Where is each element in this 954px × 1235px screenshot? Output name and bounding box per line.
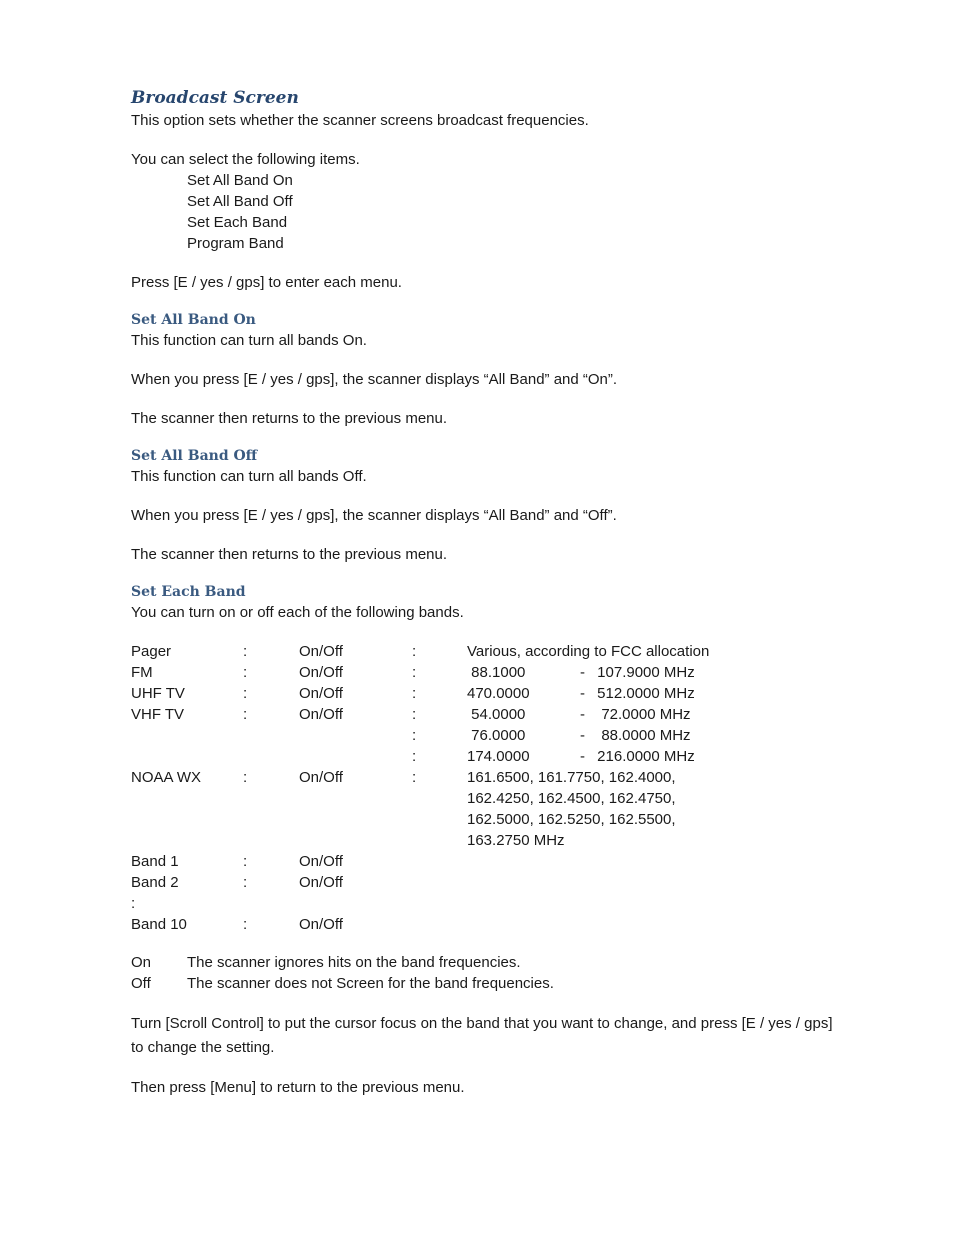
menu-return-text: Then press [Menu] to return to the previous menu. — [131, 1079, 465, 1096]
section-heading-set-each-band: Set Each Band — [131, 584, 246, 600]
separator: : — [243, 706, 248, 723]
separator: : — [412, 769, 417, 786]
section-returns-text: The scanner then returns to the previous menu. — [131, 546, 448, 563]
band-frequency-from: 76.0000 — [467, 727, 526, 744]
band-frequency-list: 162.5000, 162.5250, 162.5500, — [467, 811, 676, 828]
band-name: Pager — [131, 643, 172, 660]
band-row-ellipsis — [131, 893, 891, 914]
definition-value: The scanner ignores hits on the band frequencies. — [187, 954, 521, 971]
definition-key: Off — [131, 975, 151, 992]
scroll-instruction-line: Turn [Scroll Control] to put the cursor focus on the band that you want to change, and press [E / yes / gps] — [131, 1015, 833, 1032]
band-frequency-list: 163.2750 MHz — [467, 832, 565, 849]
list-item: Set Each Band — [187, 214, 288, 231]
band-state: On/Off — [299, 685, 343, 702]
band-table — [131, 641, 891, 935]
band-frequency-to: 512.0000 MHz — [593, 685, 695, 702]
scroll-instruction-line: to change the setting. — [131, 1039, 275, 1056]
band-frequency-from: 54.0000 — [467, 706, 526, 723]
document-page — [131, 86, 891, 1098]
definition-key: On — [131, 954, 152, 971]
band-row-vhf-tv-range-2 — [131, 725, 891, 746]
band-name: Band 1 — [131, 853, 179, 870]
band-frequency-to: 107.9000 MHz — [593, 664, 695, 681]
separator: : — [243, 769, 248, 786]
ellipsis-marker: : — [131, 895, 136, 912]
band-name: FM — [131, 664, 153, 681]
section-press-text: When you press [E / yes / gps], the scanner displays “All Band” and “On”. — [131, 371, 618, 388]
separator: : — [412, 664, 417, 681]
range-dash: - — [580, 664, 585, 681]
definition-off — [131, 973, 891, 994]
definition-value: The scanner does not Screen for the band frequencies. — [187, 975, 554, 992]
band-frequency-to: 88.0000 MHz — [593, 727, 691, 744]
band-state: On/Off — [299, 643, 343, 660]
separator: : — [243, 664, 248, 681]
separator: : — [412, 643, 417, 660]
separator: : — [412, 685, 417, 702]
separator: : — [412, 727, 417, 744]
band-frequency-list: 161.6500, 161.7750, 162.4000, — [467, 769, 676, 786]
band-frequency-from: 174.0000 — [467, 748, 530, 765]
list-item: Set All Band On — [187, 172, 293, 189]
band-row-noaa-wx-cont — [131, 809, 891, 830]
separator: : — [243, 874, 248, 891]
scroll-instruction — [131, 1012, 891, 1060]
band-state: On/Off — [299, 916, 343, 933]
section-press-text: When you press [E / yes / gps], the scanner displays “All Band” and “Off”. — [131, 507, 617, 524]
separator: : — [243, 916, 248, 933]
band-frequency-from: 88.1000 — [467, 664, 526, 681]
section-heading-set-all-band-on: Set All Band On — [131, 312, 256, 328]
page-title: Broadcast Screen — [131, 88, 299, 108]
separator: : — [243, 853, 248, 870]
band-row-vhf-tv — [131, 704, 891, 725]
band-row-pager — [131, 641, 891, 662]
list-item: Program Band — [187, 235, 284, 252]
band-frequency: Various, according to FCC allocation — [467, 643, 710, 660]
range-dash: - — [580, 748, 585, 765]
range-dash: - — [580, 727, 585, 744]
band-state: On/Off — [299, 874, 343, 891]
intro-text: This option sets whether the scanner screens broadcast frequencies. — [131, 112, 589, 129]
band-state: On/Off — [299, 664, 343, 681]
press-enter-text: Press [E / yes / gps] to enter each menu. — [131, 274, 402, 291]
band-row-band-1 — [131, 851, 891, 872]
band-row-fm — [131, 662, 891, 683]
band-name: VHF TV — [131, 706, 185, 723]
band-name: Band 10 — [131, 916, 187, 933]
section-heading-set-all-band-off: Set All Band Off — [131, 448, 258, 464]
section-desc: This function can turn all bands On. — [131, 332, 367, 349]
band-row-noaa-wx-cont — [131, 788, 891, 809]
band-row-band-10 — [131, 914, 891, 935]
band-name: Band 2 — [131, 874, 179, 891]
section-returns-text: The scanner then returns to the previous menu. — [131, 410, 448, 427]
band-name: NOAA WX — [131, 769, 202, 786]
band-row-vhf-tv-range-3 — [131, 746, 891, 767]
list-item: Set All Band Off — [187, 193, 293, 210]
range-dash: - — [580, 706, 585, 723]
separator: : — [243, 685, 248, 702]
range-dash: - — [580, 685, 585, 702]
band-frequency-to: 216.0000 MHz — [593, 748, 695, 765]
section-desc: You can turn on or off each of the following bands. — [131, 604, 464, 621]
band-row-noaa-wx — [131, 767, 891, 788]
band-state: On/Off — [299, 853, 343, 870]
section-desc: This function can turn all bands Off. — [131, 468, 367, 485]
select-intro-text: You can select the following items. — [131, 151, 360, 168]
band-row-noaa-wx-cont — [131, 830, 891, 851]
band-row-band-2 — [131, 872, 891, 893]
separator: : — [243, 643, 248, 660]
definition-on — [131, 952, 891, 973]
band-frequency-from: 470.0000 — [467, 685, 530, 702]
item-list — [131, 170, 891, 254]
band-frequency-to: 72.0000 MHz — [593, 706, 691, 723]
band-frequency-list: 162.4250, 162.4500, 162.4750, — [467, 790, 676, 807]
band-name: UHF TV — [131, 685, 185, 702]
band-state: On/Off — [299, 769, 343, 786]
band-state: On/Off — [299, 706, 343, 723]
separator: : — [412, 706, 417, 723]
separator: : — [412, 748, 417, 765]
band-row-uhf-tv — [131, 683, 891, 704]
